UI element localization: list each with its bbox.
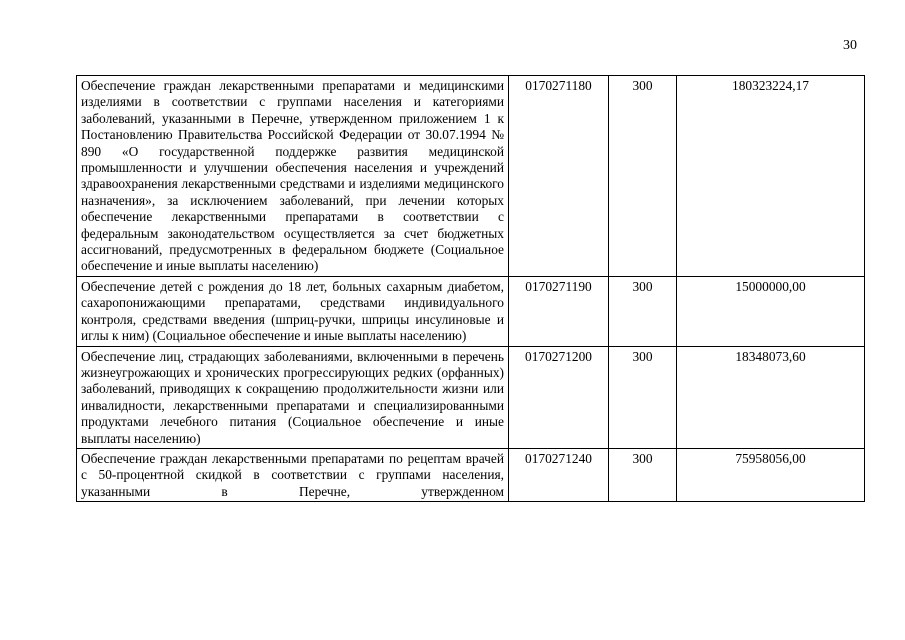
row-expense-type: 300	[609, 76, 677, 277]
row-description: Обеспечение граждан лекарственными препаратами по рецептам врачей с 50-процентной скидкой в соответствии с группами населения, указанными в Перечне, утвержденном	[77, 448, 509, 501]
row-amount: 18348073,60	[677, 346, 865, 448]
table-row	[77, 276, 865, 346]
row-amount: 15000000,00	[677, 276, 865, 346]
page-number: 30	[843, 38, 857, 53]
row-code: 0170271200	[509, 346, 609, 448]
row-amount: 75958056,00	[677, 448, 865, 501]
row-code: 0170271240	[509, 448, 609, 501]
row-expense-type: 300	[609, 448, 677, 501]
table-row	[77, 76, 865, 277]
row-description: Обеспечение детей с рождения до 18 лет, больных сахарным диабетом, сахаропонижающими препаратами, средствами индивидуального контроля, средствами введения (шприц-ручки, шприцы инсулиновые и иглы к ним) (Социальное обеспечение и иные выплаты населению)	[77, 276, 509, 346]
row-amount: 180323224,17	[677, 76, 865, 277]
row-code: 0170271190	[509, 276, 609, 346]
row-code: 0170271180	[509, 76, 609, 277]
row-expense-type: 300	[609, 276, 677, 346]
table-row	[77, 346, 865, 448]
row-expense-type: 300	[609, 346, 677, 448]
budget-table	[76, 75, 865, 502]
row-description: Обеспечение лиц, страдающих заболеваниями, включенными в перечень жизнеугрожающих и хронических прогрессирующих редких (орфанных) заболеваний, приводящих к сокращению продолжительности жизни или инвалидности, лекарственными препаратами и специализированными продуктами лечебного питания (Социальное обеспечение и иные выплаты населению)	[77, 346, 509, 448]
row-description: Обеспечение граждан лекарственными препаратами и медицинскими изделиями в соответствии с группами населения и категориями заболеваний, указанными в Перечне, утвержденном приложением 1 к Постановлению Правительства Российской Федерации от 30.07.1994 № 890 «О государственной поддержке развития медицинской промышленности и улучшении обеспечения населения и учреждений здравоохранения лекарственными средствами и изделиями медицинского назначения», за исключением заболеваний, при лечении которых обеспечение лекарственными препаратами в соответствии с федеральным законодательством осуществляется за счет бюджетных ассигнований, предусмотренных в федеральном бюджете (Социальное обеспечение и иные выплаты населению)	[77, 76, 509, 277]
table-row	[77, 448, 865, 501]
